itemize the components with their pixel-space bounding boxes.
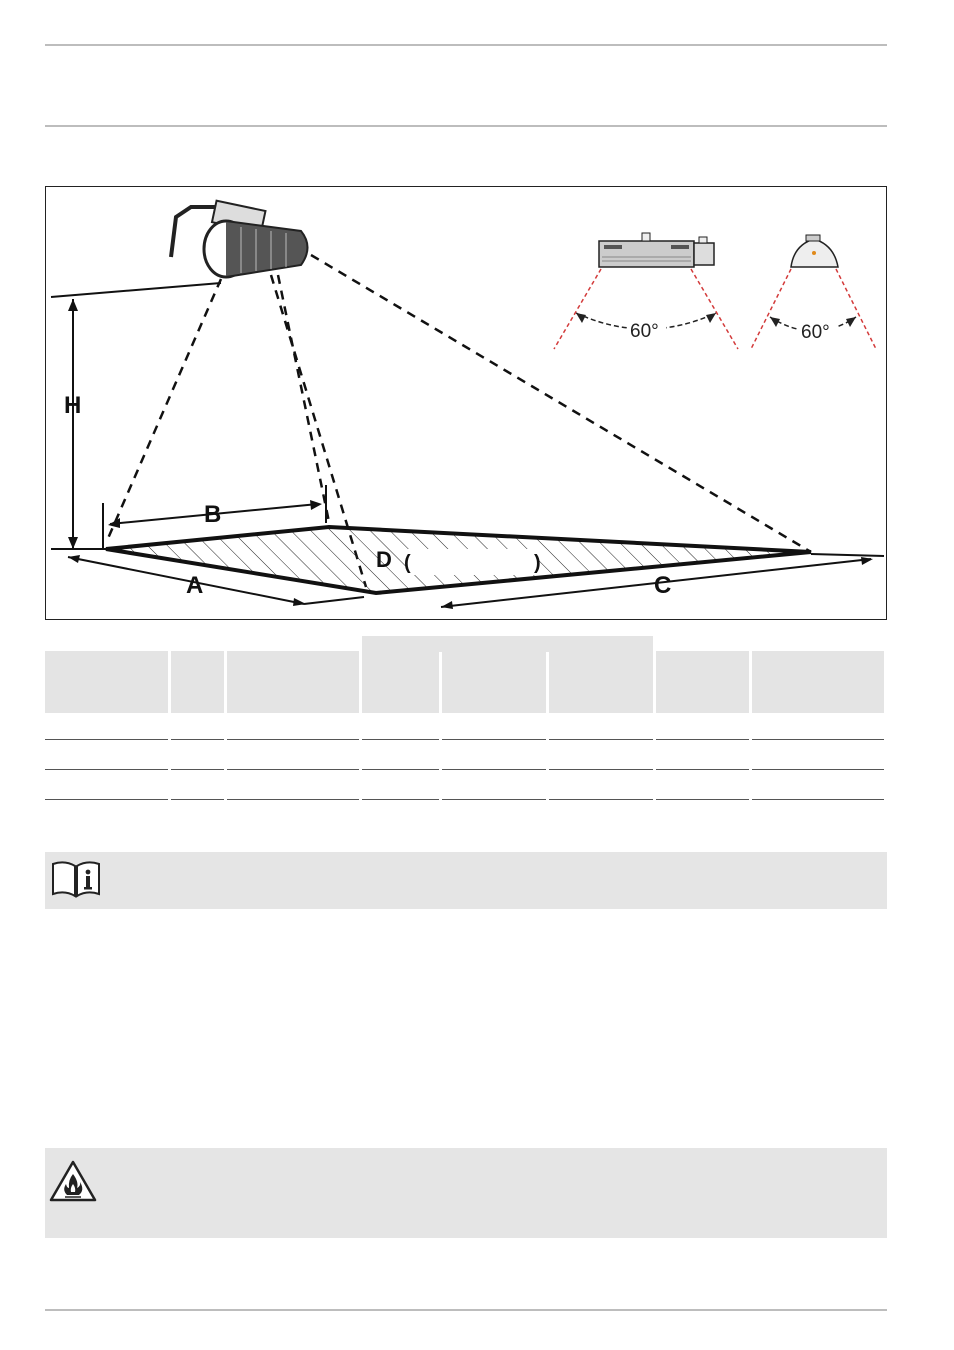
table-header-cell — [362, 651, 439, 713]
table-header-cell — [752, 651, 884, 713]
book-info-icon — [51, 860, 101, 900]
header-top-rule — [45, 44, 887, 46]
floor-line-right — [811, 554, 884, 556]
heater-illustration — [171, 201, 308, 277]
ceiling-line — [51, 283, 221, 297]
distance-c-label: C — [654, 572, 672, 599]
warning-note-panel — [45, 1148, 887, 1238]
area-paren-close: ) — [534, 552, 541, 574]
header-bottom-rule — [45, 125, 887, 127]
mounting-diagram — [45, 186, 887, 620]
area-label: D — [376, 547, 392, 572]
end-view-angle: 60° — [801, 322, 830, 343]
width-b-label: B — [204, 501, 222, 528]
table-header-cell — [549, 651, 653, 713]
table-header-cell — [45, 651, 168, 713]
table-header-cell — [656, 651, 749, 713]
table-header-group — [362, 636, 653, 652]
side-view-angle: 60° — [630, 321, 659, 342]
area-paren-open: ( — [404, 552, 411, 574]
footer-rule — [45, 1309, 887, 1311]
side-view-inset — [554, 233, 738, 349]
table-header-cell — [442, 651, 546, 713]
height-label: H — [64, 392, 82, 419]
info-note-panel — [45, 852, 887, 909]
area-label-box — [406, 549, 536, 575]
table-header-cell — [171, 651, 224, 713]
heater-coverage-diagram — [46, 187, 886, 619]
end-view-inset — [751, 235, 876, 349]
flammable-warning-icon — [49, 1160, 97, 1202]
table-header-cell — [227, 651, 359, 713]
distance-a-label: A — [186, 572, 204, 599]
